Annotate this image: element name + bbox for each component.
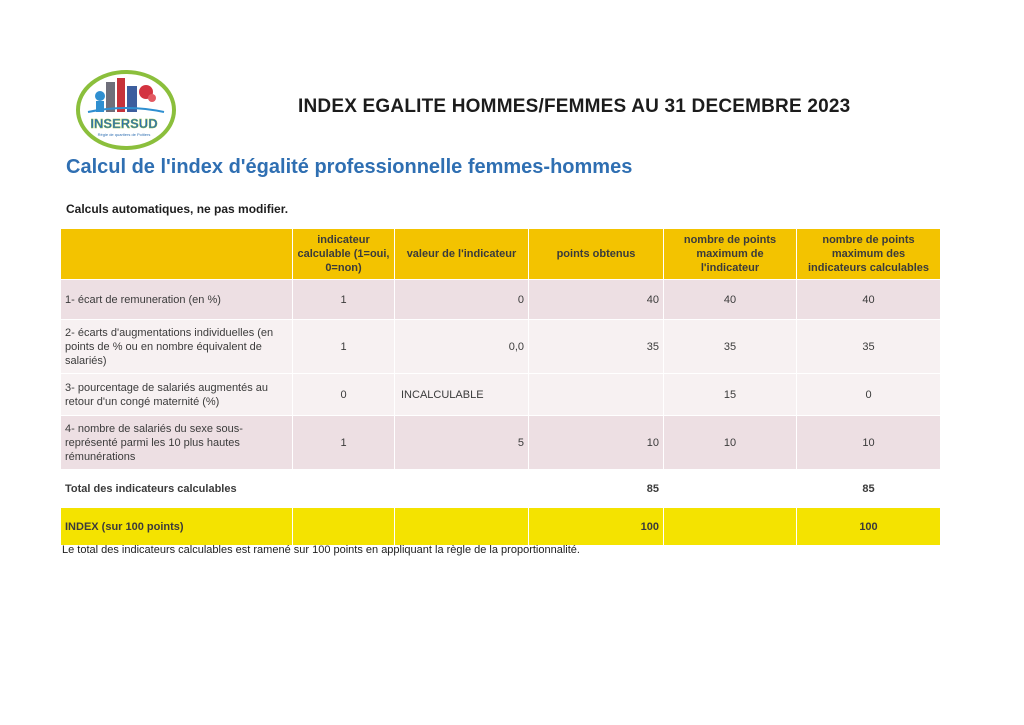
index-table (60, 228, 941, 546)
row-max: 35 (664, 320, 797, 374)
row-calculable: 1 (293, 416, 395, 470)
proportionality-note: Le total des indicateurs calculables est ramené sur 100 points en appliquant la règle de la proportionnalité. (62, 544, 580, 556)
col-header-label (61, 229, 293, 280)
row-valeur: 0 (395, 280, 529, 320)
total-empty-valeur (395, 470, 529, 508)
index-empty-max (664, 508, 797, 546)
table-row (61, 374, 941, 416)
section-title: Calcul de l'index d'égalité professionnelle femmes-hommes (66, 156, 633, 178)
row-max-calc: 35 (797, 320, 941, 374)
col-header-valeur: valeur de l'indicateur (395, 229, 529, 280)
logo-graphic (74, 68, 178, 150)
logo-tagline: Régie de quartiers de Poitiers (97, 132, 151, 137)
row-label: 3- pourcentage de salariés augmentés au retour d'un congé maternité (%) (61, 374, 293, 416)
row-max-calc: 0 (797, 374, 941, 416)
index-label: INDEX (sur 100 points) (61, 508, 293, 546)
insersud-logo (74, 68, 178, 150)
table-row (61, 416, 941, 470)
table-row (61, 320, 941, 374)
row-valeur: 5 (395, 416, 529, 470)
col-header-calculable: indicateur calculable (1=oui, 0=non) (293, 229, 395, 280)
row-max: 10 (664, 416, 797, 470)
total-label: Total des indicateurs calculables (61, 470, 293, 508)
total-max-calc: 85 (797, 470, 941, 508)
col-header-max: nombre de points maximum de l'indicateur (664, 229, 797, 280)
row-points (529, 374, 664, 416)
row-calculable: 0 (293, 374, 395, 416)
calc-note: Calculs automatiques, ne pas modifier. (66, 202, 289, 216)
col-header-points: points obtenus (529, 229, 664, 280)
index-empty-valeur (395, 508, 529, 546)
table-row (61, 280, 941, 320)
total-empty-max (664, 470, 797, 508)
row-max-calc: 10 (797, 416, 941, 470)
logo-wordmark: INSERSUD (90, 116, 158, 131)
col-header-max-calc: nombre de points maximum des indicateurs calculables (797, 229, 941, 280)
row-max: 15 (664, 374, 797, 416)
row-max: 40 (664, 280, 797, 320)
total-points: 85 (529, 470, 664, 508)
row-points: 40 (529, 280, 664, 320)
row-valeur: 0,0 (395, 320, 529, 374)
total-row (61, 470, 941, 508)
index-row (61, 508, 941, 546)
page-title: INDEX EGALITE HOMMES/FEMMES AU 31 DECEMBRE 2023 (298, 96, 851, 117)
row-label: 2- écarts d'augmentations individuelles (en points de % ou en nombre équivalent de salariés) (61, 320, 293, 374)
row-valeur: INCALCULABLE (395, 374, 529, 416)
table-header-row (61, 229, 941, 280)
index-empty-calculable (293, 508, 395, 546)
index-max-calc: 100 (797, 508, 941, 546)
index-points: 100 (529, 508, 664, 546)
row-points: 35 (529, 320, 664, 374)
row-label: 4- nombre de salariés du sexe sous-représenté parmi les 10 plus hautes rémunérations (61, 416, 293, 470)
row-points: 10 (529, 416, 664, 470)
row-label: 1- écart de remuneration (en %) (61, 280, 293, 320)
row-calculable: 1 (293, 280, 395, 320)
total-empty-calculable (293, 470, 395, 508)
row-max-calc: 40 (797, 280, 941, 320)
row-calculable: 1 (293, 320, 395, 374)
